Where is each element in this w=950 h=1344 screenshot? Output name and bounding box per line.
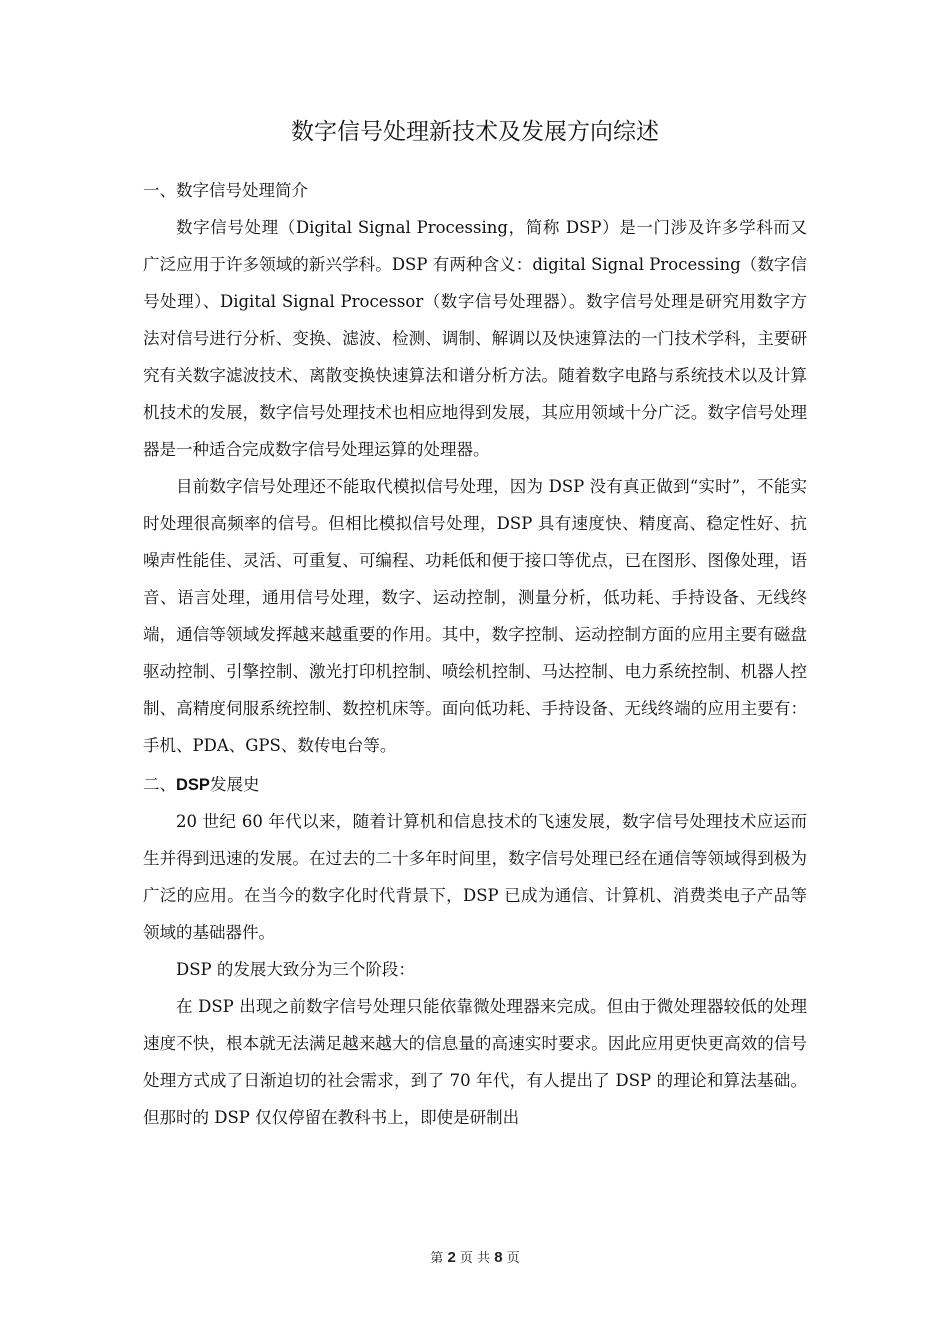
paragraph: 数字信号处理（Digital Signal Processing，简称 DSP）是一门涉及许多学科而又广泛应用于许多领域的新兴学科。DSP 有两种含义：digital Signal Processing（数字信号处理）、Digital Signal Processor（数字信号处理器）。数字信号处理是研究用数字方法对信号进行分析、变换、滤波、检测、调制、解调以及快速算法的一门技术学科，主要研究有关数字滤波技术、离散变换快速算法和谱分析方法。随着数字电路与系统技术以及计算机技术的发展，数字信号处理技术也相应地得到发展，其应用领域十分广泛。数字信号处理器是一种适合完成数字信号处理运算的处理器。 <box>143 218 807 459</box>
section-heading-intro: 一、数字信号处理简介 <box>143 181 308 200</box>
total-page-count: 8 <box>494 1249 503 1266</box>
heading-suffix: 发展史 <box>209 775 260 794</box>
paragraph: 目前数字信号处理还不能取代模拟信号处理，因为 DSP 没有真正做到“实时”，不能实时处理很高频率的信号。但相比模拟信号处理，DSP 具有速度快、精度高、稳定性好、抗噪声性能佳、灵活、可重复、可编程、功耗低和便于接口等优点，已在图形、图像处理，语音、语言处理，通用信号处理，数字、运动控制，测量分析，低功耗、手持设备、无线终端，通信等领域发挥越来越重要的作用。其中，数字控制、运动控制方面的应用主要有磁盘驱动控制、引擎控制、激光打印机控制、喷绘机控制、马达控制、电力系统控制、机器人控制、高精度伺服系统控制、数控机床等。面向低功耗、手持设备、无线终端的应用主要有：手机、PDA、GPS、数传电台等。 <box>143 477 807 755</box>
paragraph: 20 世纪 60 年代以来，随着计算机和信息技术的飞速发展，数字信号处理技术应运而生并得到迅速的发展。在过去的二十多年时间里，数字信号处理已经在通信等领域得到极为广泛的应用。在当今的数字化时代背景下，DSP 已成为通信、计算机、消费类电子产品等领域的基础器件。 <box>143 812 807 942</box>
section-heading-history <box>143 766 807 803</box>
paragraph: 在 DSP 出现之前数字信号处理只能依靠微处理器来完成。但由于微处理器较低的处理速度不快，根本就无法满足越来越大的信息量的高速实时要求。因此应用更快更高效的信号处理方式成了日渐迫切的社会需求，到了 70 年代，有人提出了 DSP 的理论和算法基础。但那时的 DSP 仅仅停留在教科书上，即使是研制出 <box>143 997 807 1127</box>
footer-middle: 页 共 <box>459 1251 491 1266</box>
paragraph: DSP 的发展大致分为三个阶段： <box>176 960 415 979</box>
heading-prefix: 二、 <box>143 775 176 794</box>
document-title: 数字信号处理新技术及发展方向综述 <box>291 119 659 145</box>
footer-suffix: 页 <box>506 1251 520 1266</box>
page-footer <box>0 1248 950 1269</box>
heading-bold-term: DSP <box>176 776 210 794</box>
document-body <box>143 170 807 1136</box>
current-page-number: 2 <box>447 1249 456 1266</box>
footer-prefix: 第 <box>430 1251 444 1266</box>
